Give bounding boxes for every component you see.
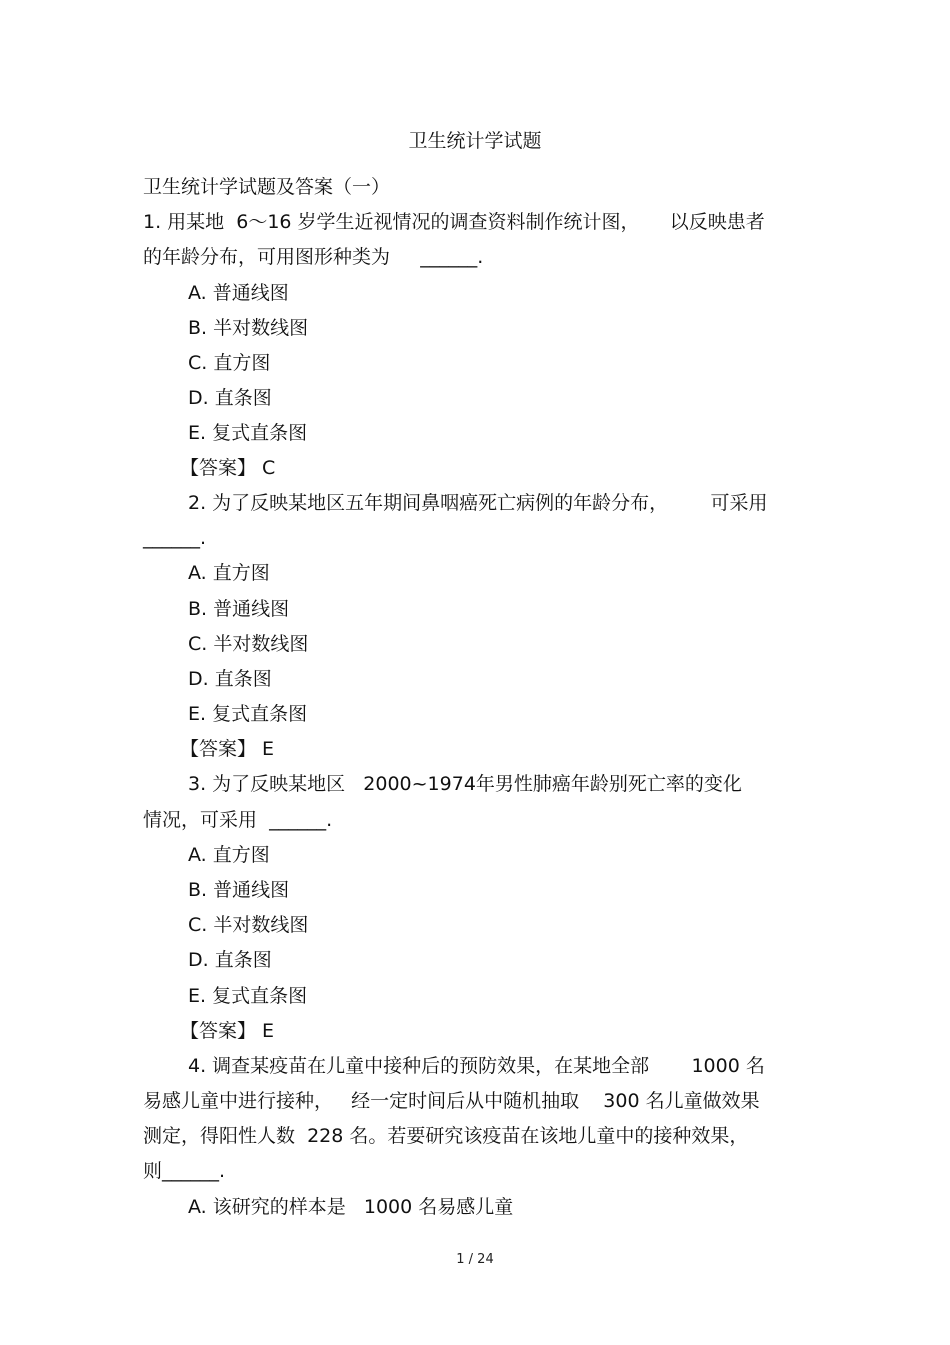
- section-heading: 卫生统计学试题及答案（一）: [143, 176, 391, 198]
- question-3-option-d: D. 直条图: [188, 949, 272, 971]
- page-number: 1 / 24: [456, 1252, 494, 1267]
- question-2-line-1: 2. 为了反映某地区五年期间鼻咽癌死亡病例的年龄分布， 可采用: [188, 492, 768, 514]
- question-1-answer: 【答案】 C: [180, 457, 276, 479]
- question-2-line-2: ______.: [143, 527, 207, 549]
- question-3-answer: 【答案】 E: [180, 1020, 275, 1042]
- document-title: 卫生统计学试题: [408, 130, 542, 152]
- question-1-line-2: 的年龄分布，可用图形种类为 ______.: [143, 246, 484, 268]
- question-4-line-4: 则______.: [143, 1160, 226, 1182]
- question-2-option-a: A. 直方图: [188, 562, 270, 584]
- question-1-option-e: E. 复式直条图: [188, 422, 308, 444]
- question-2-option-b: B. 普通线图: [188, 598, 290, 620]
- question-4-line-3: 测定，得阳性人数 228 名。若要研究该疫苗在该地儿童中的接种效果，: [143, 1125, 749, 1147]
- question-2-option-d: D. 直条图: [188, 668, 272, 690]
- question-2-option-e: E. 复式直条图: [188, 703, 308, 725]
- question-4-option-a: A. 该研究的样本是 1000 名易感儿童: [188, 1196, 514, 1218]
- question-4-line-2: 易感儿童中进行接种， 经一定时间后从中随机抽取 300 名儿童做效果: [143, 1090, 760, 1112]
- question-3-line-1: 3. 为了反映某地区 2000~1974年男性肺癌年龄别死亡率的变化: [188, 773, 742, 795]
- question-1-line-1: 1. 用某地 6～16 岁学生近视情况的调查资料制作统计图， 以反映患者: [143, 211, 765, 233]
- question-1-option-b: B. 半对数线图: [188, 317, 309, 339]
- question-1-option-c: C. 直方图: [188, 352, 271, 374]
- question-2-option-c: C. 半对数线图: [188, 633, 309, 655]
- question-3-option-a: A. 直方图: [188, 844, 270, 866]
- question-1-option-a: A. 普通线图: [188, 282, 289, 304]
- question-3-option-b: B. 普通线图: [188, 879, 290, 901]
- question-3-option-c: C. 半对数线图: [188, 914, 309, 936]
- question-1-option-d: D. 直条图: [188, 387, 272, 409]
- question-2-answer: 【答案】 E: [180, 738, 275, 760]
- question-4-line-1: 4. 调查某疫苗在儿童中接种后的预防效果，在某地全部 1000 名: [188, 1055, 765, 1077]
- question-3-option-e: E. 复式直条图: [188, 985, 308, 1007]
- question-3-line-2: 情况，可采用 ______.: [143, 809, 333, 831]
